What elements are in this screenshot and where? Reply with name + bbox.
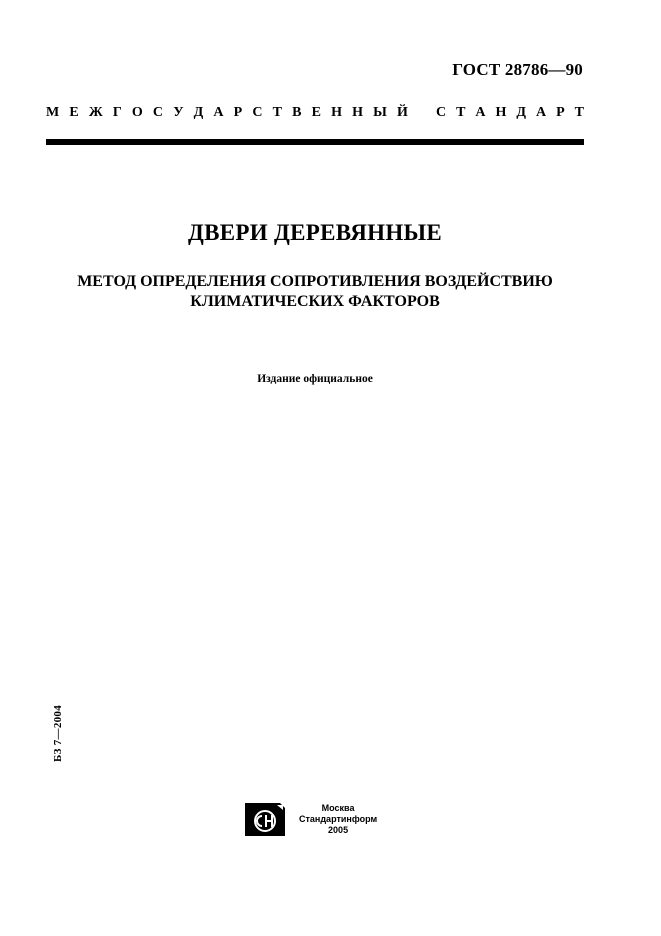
letter: Г <box>112 105 122 120</box>
letter: Ж <box>88 105 103 120</box>
letter: М <box>46 105 60 120</box>
letter: А <box>475 105 486 120</box>
standard-kind-word-interstate <box>46 105 408 121</box>
standard-kind <box>46 105 584 121</box>
subtitle-line: КЛИМАТИЧЕСКИХ ФАКТОРОВ <box>190 293 440 310</box>
letter: Р <box>233 105 243 120</box>
letter: А <box>535 105 547 120</box>
letter: С <box>252 105 263 120</box>
letter: Д <box>193 105 204 120</box>
letter: Е <box>311 105 321 120</box>
letter: С <box>152 105 164 120</box>
document-subtitle <box>0 272 630 312</box>
letter: Т <box>272 105 282 120</box>
publisher-block <box>245 803 377 836</box>
letter: Д <box>516 105 526 120</box>
publisher-name: Стандартинформ <box>299 814 378 824</box>
standard-kind-word-standard <box>436 105 584 121</box>
letter: Т <box>456 105 466 120</box>
subtitle-line: МЕТОД ОПРЕДЕЛЕНИЯ СОПРОТИВЛЕНИЯ ВОЗДЕЙСТВИЮ <box>77 273 553 290</box>
letter: Ы <box>373 105 387 120</box>
side-code: БЗ 7—2004 <box>52 704 64 762</box>
letter: А <box>213 105 224 120</box>
edition-note: Издание официальное <box>257 373 373 385</box>
publisher-city: Москва <box>321 803 355 813</box>
letter: Н <box>331 105 342 120</box>
letter: О <box>131 105 143 120</box>
letter: Й <box>397 105 408 120</box>
document-title: ДВЕРИ ДЕРЕВЯННЫЕ <box>187 220 443 245</box>
letter: Е <box>69 105 79 120</box>
publisher-text <box>299 803 377 836</box>
letter: У <box>173 105 184 120</box>
letter: Н <box>495 105 507 120</box>
gost-number: ГОСТ 28786—90 <box>452 60 583 79</box>
letter: Р <box>556 105 565 120</box>
letter: В <box>292 105 302 120</box>
header-rule <box>46 139 584 145</box>
letter: Н <box>352 105 363 120</box>
letter: Т <box>574 105 584 120</box>
publisher-year: 2005 <box>328 825 349 835</box>
standartinform-logo-icon <box>245 803 285 836</box>
letter: С <box>436 105 447 120</box>
